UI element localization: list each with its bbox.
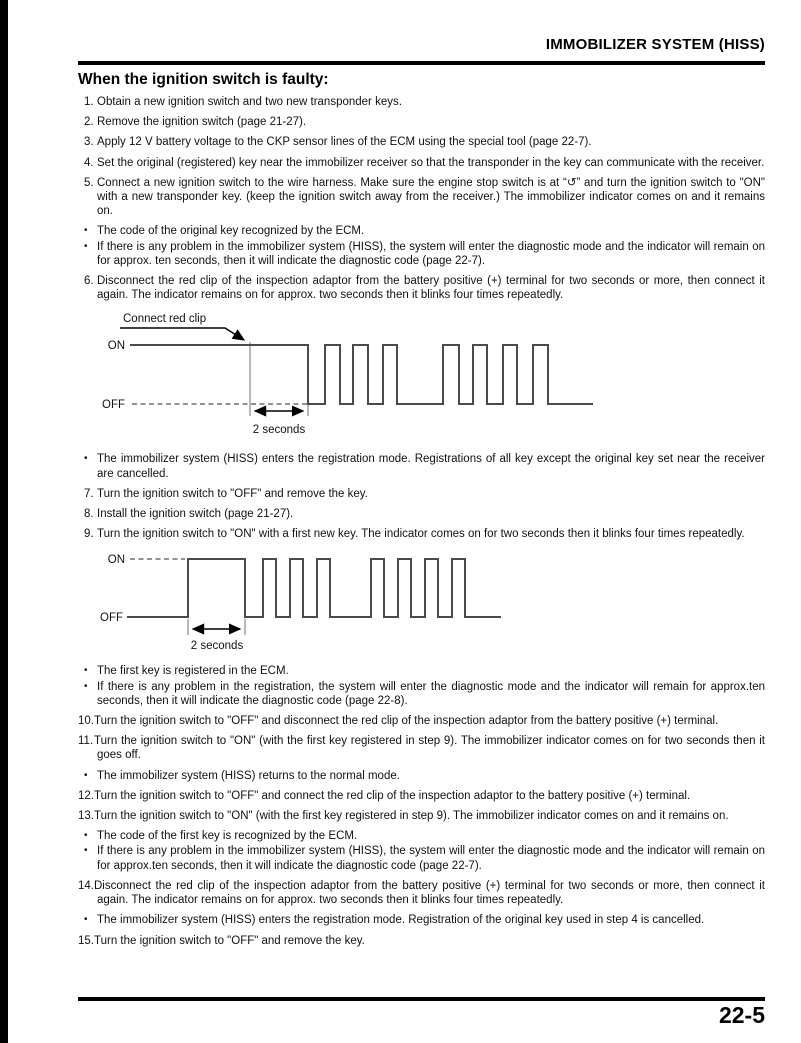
page-content [78, 36, 765, 948]
step-text: Turn the ignition switch to "OFF" and remove the key. [94, 934, 365, 947]
bullet-item [78, 769, 765, 783]
step-text: The immobilizer system (HISS) enters the registration mode. Registrations of all key except the original key set near the receiver are cancelled. [97, 453, 765, 480]
bullet-item [78, 224, 765, 238]
off-label: OFF [102, 399, 125, 412]
step-number: 3. [84, 136, 94, 149]
step-text: The first key is registered in the ECM. [97, 665, 289, 678]
step-number: 2. [84, 116, 94, 129]
bullet-icon: • [84, 665, 88, 677]
step-item [78, 135, 765, 149]
step-item [78, 809, 765, 823]
step-text: The immobilizer system (HISS) enters the registration mode. Registration of the original key used in step 4 is cancelled. [97, 914, 705, 927]
bullet-item [78, 913, 765, 927]
on-label: ON [107, 340, 125, 353]
step-number: 1. [84, 96, 94, 108]
section-title: When the ignition switch is faulty: [78, 71, 329, 88]
bullet-item [78, 829, 765, 843]
step-number: 6. [84, 275, 94, 288]
step-number: 9. [84, 528, 94, 541]
bullet-icon: • [84, 225, 88, 237]
step-number: 11. [78, 735, 94, 748]
step-item [78, 879, 765, 907]
step-text: Turn the ignition switch to "OFF" and disconnect the red clip of the inspection adaptor from the battery positive (+) terminal. [94, 715, 719, 728]
step-text: If there is any problem in the registration, the system will enter the diagnostic mode and the indicator will remain for approx.ten seconds, then it will indicate the diagnostic code (page 22-8). [97, 680, 765, 707]
step-text: Turn the ignition switch to "OFF" and remove the key. [97, 487, 368, 500]
waveform-chart-2 [95, 545, 535, 653]
bullet-icon: • [84, 845, 88, 857]
bullet-item [78, 452, 765, 480]
binding-edge-bar [0, 0, 8, 1043]
step-text: Connect a new ignition switch to the wire harness. Make sure the engine stop switch is at “↺” and turn the ignition switch to "ON" with a new transponder key. (keep the ignition switch away from the receiver.) The immobilizer indicator comes on and it remains on. [97, 176, 765, 218]
on-label: ON [107, 554, 125, 567]
step-number: 4. [84, 156, 94, 169]
step-number: 15. [78, 934, 94, 947]
step-text: Disconnect the red clip of the inspection adaptor from the battery positive (+) terminal for two seconds or more, then connect it again. The indicator remains on for approx. two seconds then it blinks four times repeatedly. [97, 275, 765, 302]
bullet-icon: • [84, 830, 88, 842]
step-text: Turn the ignition switch to "ON" with a first new key. The indicator comes on for two seconds then it blinks four times repeatedly. [97, 528, 745, 541]
step-number: 13. [78, 810, 94, 823]
page-number: 22-5 [718, 1002, 765, 1028]
step-item [78, 115, 765, 129]
step-number: 8. [84, 508, 94, 521]
step-number: 14. [78, 879, 94, 892]
step-text: The code of the original key recognized by the ECM. [97, 225, 365, 238]
bullet-icon: • [84, 240, 88, 252]
step-item [78, 176, 765, 219]
bullet-icon: • [84, 680, 88, 692]
duration-label: 2 seconds [190, 640, 244, 653]
step-item [78, 487, 765, 501]
bullet-icon: • [84, 914, 88, 926]
bullet-item [78, 240, 765, 268]
step-text: Turn the ignition switch to "ON" (with the first key registered in step 9). The immobilizer indicator comes on for two seconds then it goes off. [94, 735, 765, 762]
step-item [78, 714, 765, 728]
step-number: 5. [84, 176, 94, 189]
step-item [78, 527, 765, 541]
leader-arrow [120, 328, 244, 340]
step-text: The code of the first key is recognized by the ECM. [97, 830, 358, 843]
header-rule [78, 61, 765, 65]
step-text: Obtain a new ignition switch and two new transponder keys. [97, 96, 402, 108]
chapter-header: IMMOBILIZER SYSTEM (HISS) [545, 36, 765, 53]
off-label: OFF [100, 612, 123, 625]
step-text: Remove the ignition switch (page 21-27). [97, 116, 307, 129]
duration-label: 2 seconds [252, 424, 306, 437]
bullet-item [78, 680, 765, 708]
waveform-chart-1 [95, 306, 635, 441]
step-item [78, 507, 765, 521]
step-text: Set the original (registered) key near the immobilizer receiver so that the transponder in the key can communicate with the receiver. [97, 156, 765, 169]
step-number: 7. [84, 487, 94, 500]
step-text: Disconnect the red clip of the inspection adaptor from the battery positive (+) terminal for two seconds or more, then connect it again. The indicator remains on for approx. two seconds then it blinks four times repeatedly. [94, 879, 765, 907]
footer-rule [78, 997, 765, 1001]
signal-waveform [127, 559, 501, 617]
step-item [78, 95, 765, 109]
indicator-timing-diagram-2 [95, 545, 765, 658]
step-item [78, 156, 765, 170]
bullet-icon: • [84, 453, 88, 465]
step-item [78, 934, 765, 948]
step-item [78, 274, 765, 302]
step-number: 12. [78, 789, 94, 802]
step-text: If there is any problem in the immobilizer system (HISS), the system will enter the diagnostic mode and the indicator will remain on for approx. ten seconds, then it will indicate the diagnostic code (page 22-7). [97, 240, 765, 267]
step-text: Apply 12 V battery voltage to the CKP sensor lines of the ECM using the special tool (page 22-7). [97, 136, 592, 149]
step-item [78, 789, 765, 803]
procedure-list [78, 95, 765, 948]
indicator-timing-diagram-1 [95, 306, 765, 446]
step-text: Turn the ignition switch to "ON" (with the first key registered in step 9). The immobilizer indicator comes on and it remains on. [94, 810, 729, 823]
step-text: Install the ignition switch (page 21-27). [97, 508, 294, 521]
step-item [78, 734, 765, 762]
signal-waveform [130, 345, 593, 404]
step-text: The immobilizer system (HISS) returns to the normal mode. [97, 769, 400, 782]
bullet-item [78, 664, 765, 678]
step-number: 10. [78, 715, 94, 728]
bullet-icon: • [84, 769, 88, 781]
bullet-item [78, 844, 765, 872]
step-text: If there is any problem in the immobilizer system (HISS), the system will enter the diagnostic mode and the indicator will remain on for approx.ten seconds, then it will indicate the diagnostic code (page 22-7). [97, 845, 765, 872]
connect-red-clip-annotation: Connect red clip [123, 313, 207, 326]
step-text: Turn the ignition switch to "OFF" and connect the red clip of the inspection adaptor to the battery positive (+) terminal. [94, 789, 691, 802]
